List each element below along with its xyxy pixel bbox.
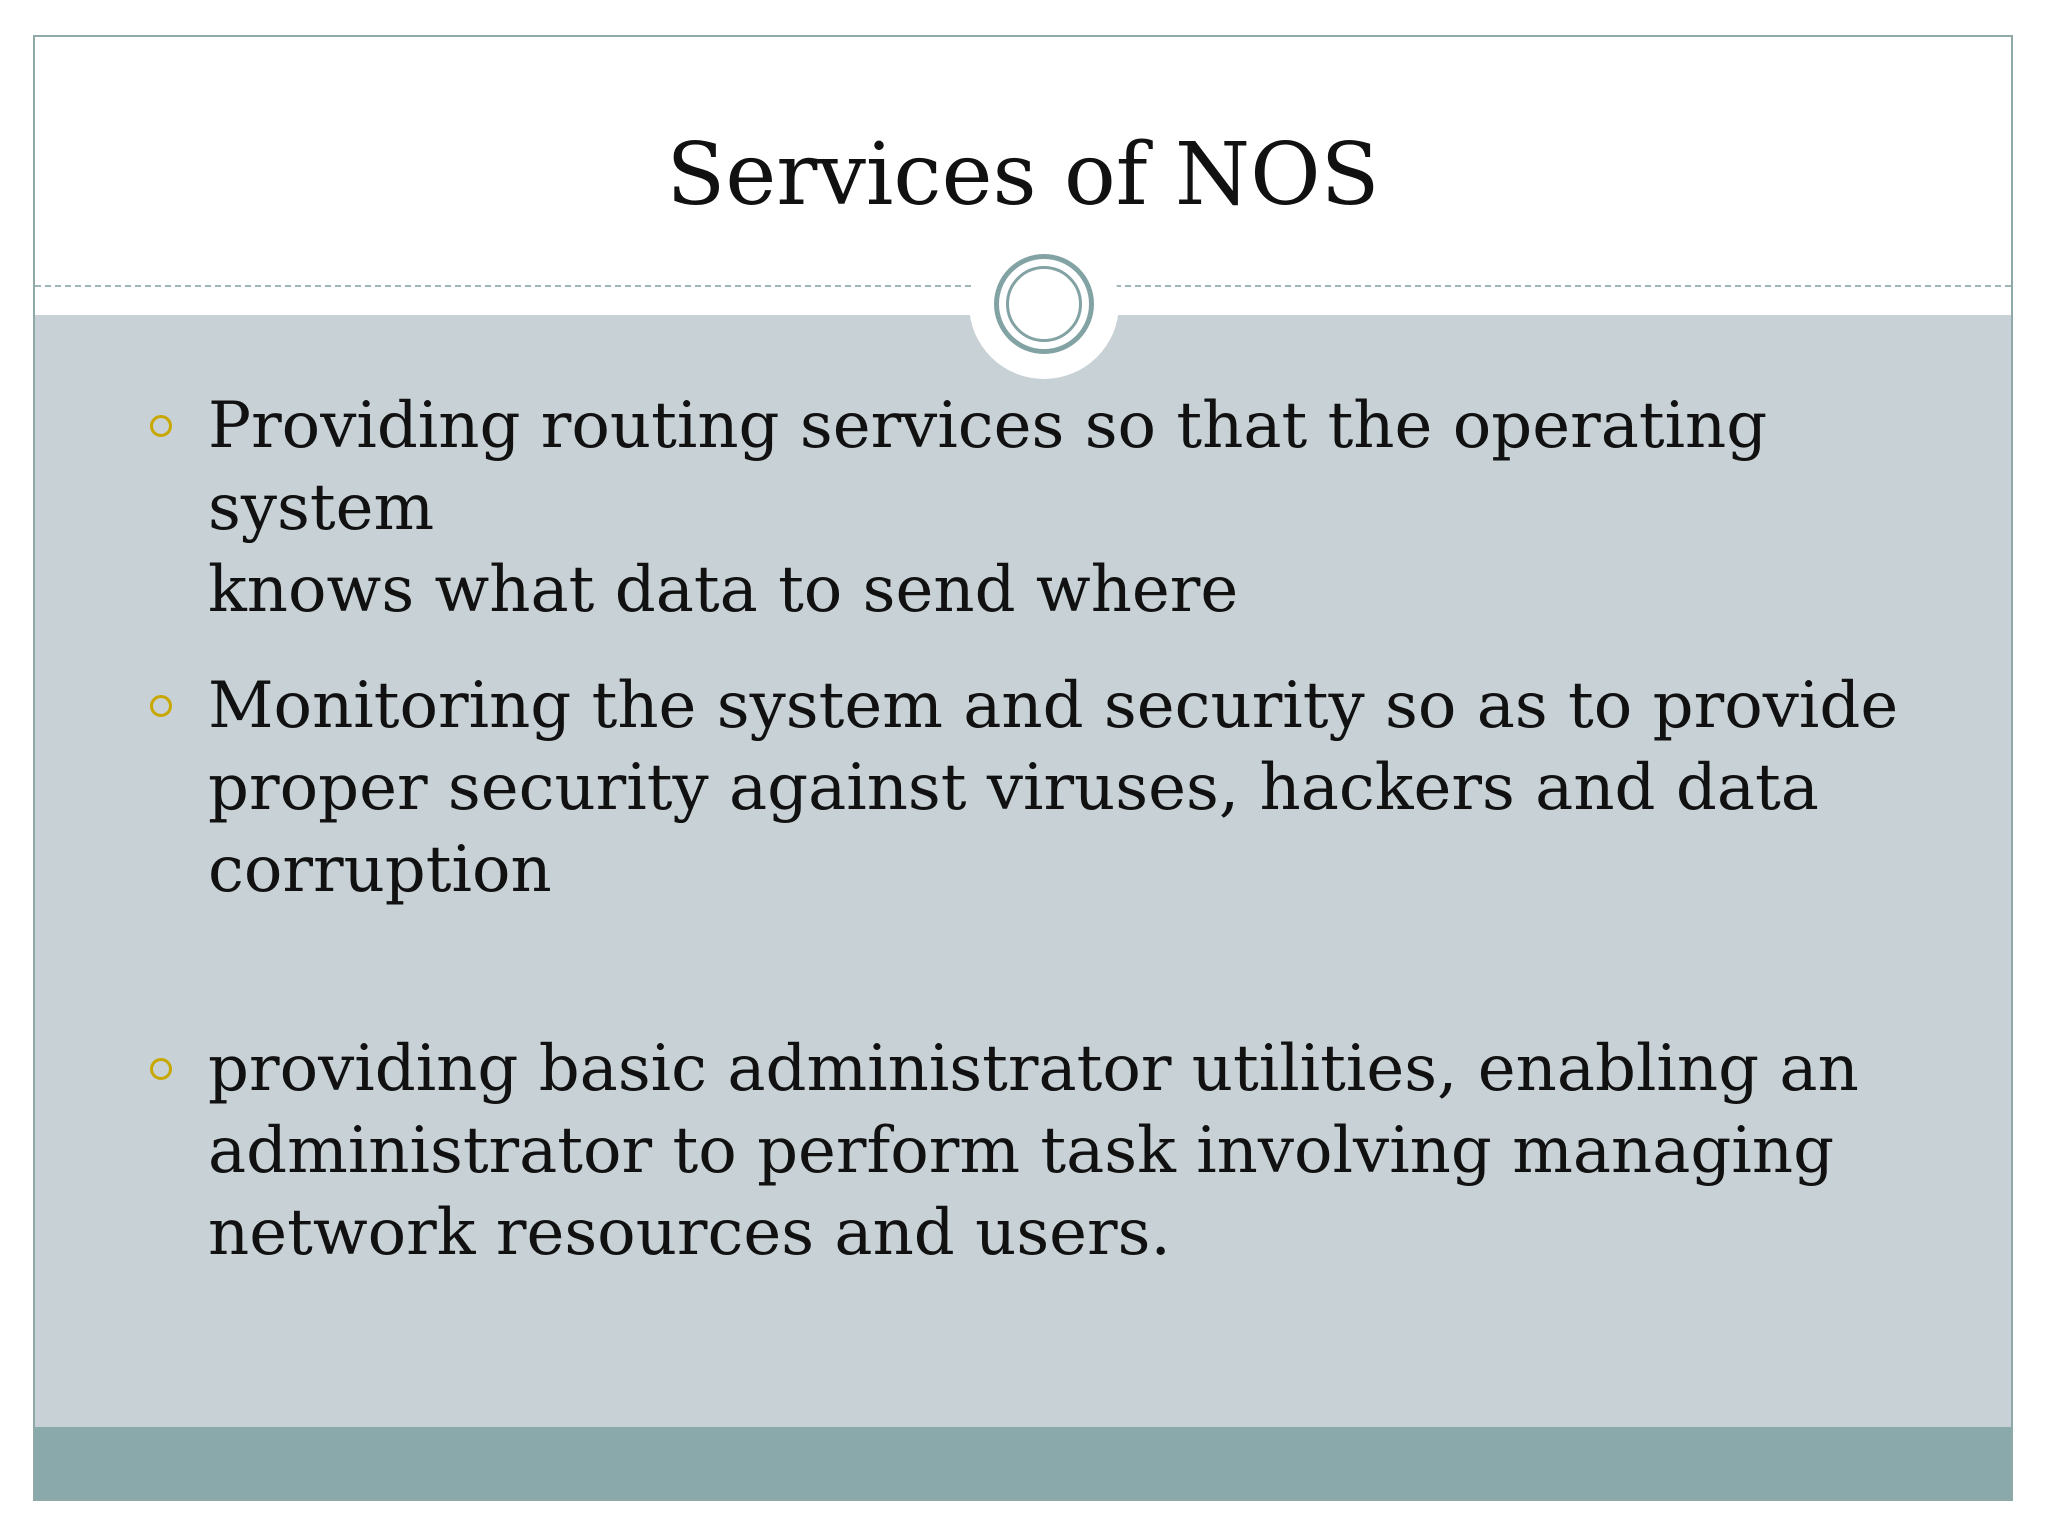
inner-circle: [1006, 266, 1082, 342]
bullet-text: providing basic administrator utilities, enabling an administrator to perform task involving managing network resources and users.: [208, 1032, 1859, 1270]
slide-title: Services of NOS: [666, 125, 1380, 225]
bullet-text: Monitoring the system and security so as to provide proper security against viruses, hackers and data corruption: [208, 669, 1899, 907]
open-circle-bullet-icon: [150, 1058, 172, 1080]
footer-band: [35, 1427, 2011, 1499]
ornament-backdrop: [969, 229, 1119, 379]
bullet-text: Providing routing services so that the operating system knows what data to send where: [208, 389, 1768, 627]
content-area: [35, 315, 2011, 1468]
open-circle-bullet-icon: [150, 415, 172, 437]
open-circle-bullet-icon: [150, 695, 172, 717]
slide: [33, 35, 2013, 1501]
double-circle-icon: [994, 254, 1094, 354]
bullet-list: [35, 315, 2011, 1468]
